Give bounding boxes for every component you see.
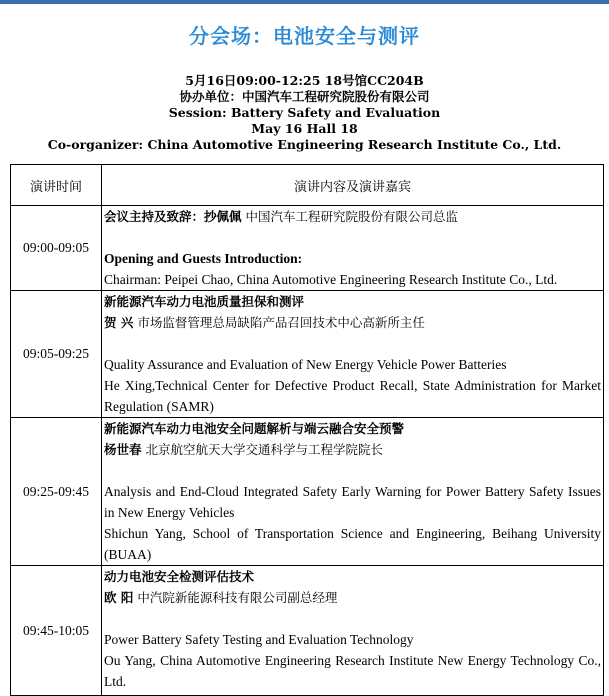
en-title: Power Battery Safety Testing and Evaluation Technology <box>104 632 414 647</box>
page-title: 分会场：电池安全与测评 <box>189 24 420 48</box>
en-title: Opening and Guests Introduction: <box>104 251 303 266</box>
row-content <box>102 291 604 418</box>
table-header-row <box>11 165 604 206</box>
info-co-organizer-en: Co-organizer: China Automotive Engineering Research Institute Co., Ltd. <box>47 137 562 152</box>
row-time: 09:45-10:05 <box>11 566 102 696</box>
cn-speaker-line <box>104 312 601 333</box>
en-speaker: He Xing,Technical Center for Defective Product Recall, State Administration for Market Regulation (SAMR) <box>104 378 601 414</box>
row-time: 09:00-09:05 <box>11 206 102 291</box>
info-session-en: Session: Battery Safety and Evaluation <box>168 105 441 120</box>
cn-speaker-name: 杨世春 <box>104 442 142 457</box>
top-rule <box>0 0 609 4</box>
row-content <box>102 566 604 696</box>
cn-speaker-name: 欧 阳 <box>104 590 134 605</box>
en-speaker: Ou Yang, China Automotive Engineering Research Institute New Energy Technology Co., Ltd. <box>104 653 601 689</box>
en-speaker: Chairman: Peipei Chao, China Automotive Engineering Research Institute Co., Ltd. <box>104 272 558 287</box>
header-content: 演讲内容及演讲嘉宾 <box>102 165 604 206</box>
info-date-venue: 5月16日09:00-12:25 18号馆CC204B <box>185 73 424 88</box>
row-content <box>102 418 604 566</box>
cn-speaker-name: 贺 兴 <box>104 315 134 330</box>
info-co-organizer-cn: 协办单位：中国汽车工程研究院股份有限公司 <box>179 89 430 104</box>
cn-speaker-org: 市场监督管理总局缺陷产品召回技术中心高新所主任 <box>137 315 425 330</box>
cn-speaker-line <box>104 439 601 460</box>
row-content <box>102 206 604 291</box>
cn-host-org: 中国汽车工程研究院股份有限公司总监 <box>245 209 459 224</box>
session-info <box>0 73 609 153</box>
table-row <box>11 418 604 566</box>
cn-speaker-line <box>104 587 601 608</box>
en-speaker: Shichun Yang, School of Transportation Science and Engineering, Beihang University (BUAA) <box>104 526 601 562</box>
row-time: 09:25-09:45 <box>11 418 102 566</box>
table-row <box>11 206 604 291</box>
cn-talk-title: 新能源汽车动力电池安全问题解析与端云融合安全预警 <box>104 421 405 436</box>
cn-speaker-org: 中汽院新能源科技有限公司副总经理 <box>137 590 338 605</box>
cn-host-line <box>104 206 601 227</box>
cn-talk-title: 动力电池安全检测评估技术 <box>104 569 255 584</box>
row-time: 09:05-09:25 <box>11 291 102 418</box>
cn-speaker-org: 北京航空航天大学交通科学与工程学院院长 <box>145 442 384 457</box>
header-time: 演讲时间 <box>11 165 102 206</box>
cn-host-name: 抄佩佩 <box>204 209 242 224</box>
table-row <box>11 566 604 696</box>
info-date-hall-en: May 16 Hall 18 <box>251 121 358 136</box>
table-row <box>11 291 604 418</box>
cn-host-label: 会议主持及致辞： <box>104 209 205 224</box>
en-title: Quality Assurance and Evaluation of New Energy Vehicle Power Batteries <box>104 357 507 372</box>
cn-talk-title: 新能源汽车动力电池质量担保和测评 <box>104 294 305 309</box>
en-title: Analysis and End-Cloud Integrated Safety Early Warning for Power Battery Safety Issues in New Energy Vehicles <box>104 484 601 520</box>
agenda-table <box>10 164 604 696</box>
